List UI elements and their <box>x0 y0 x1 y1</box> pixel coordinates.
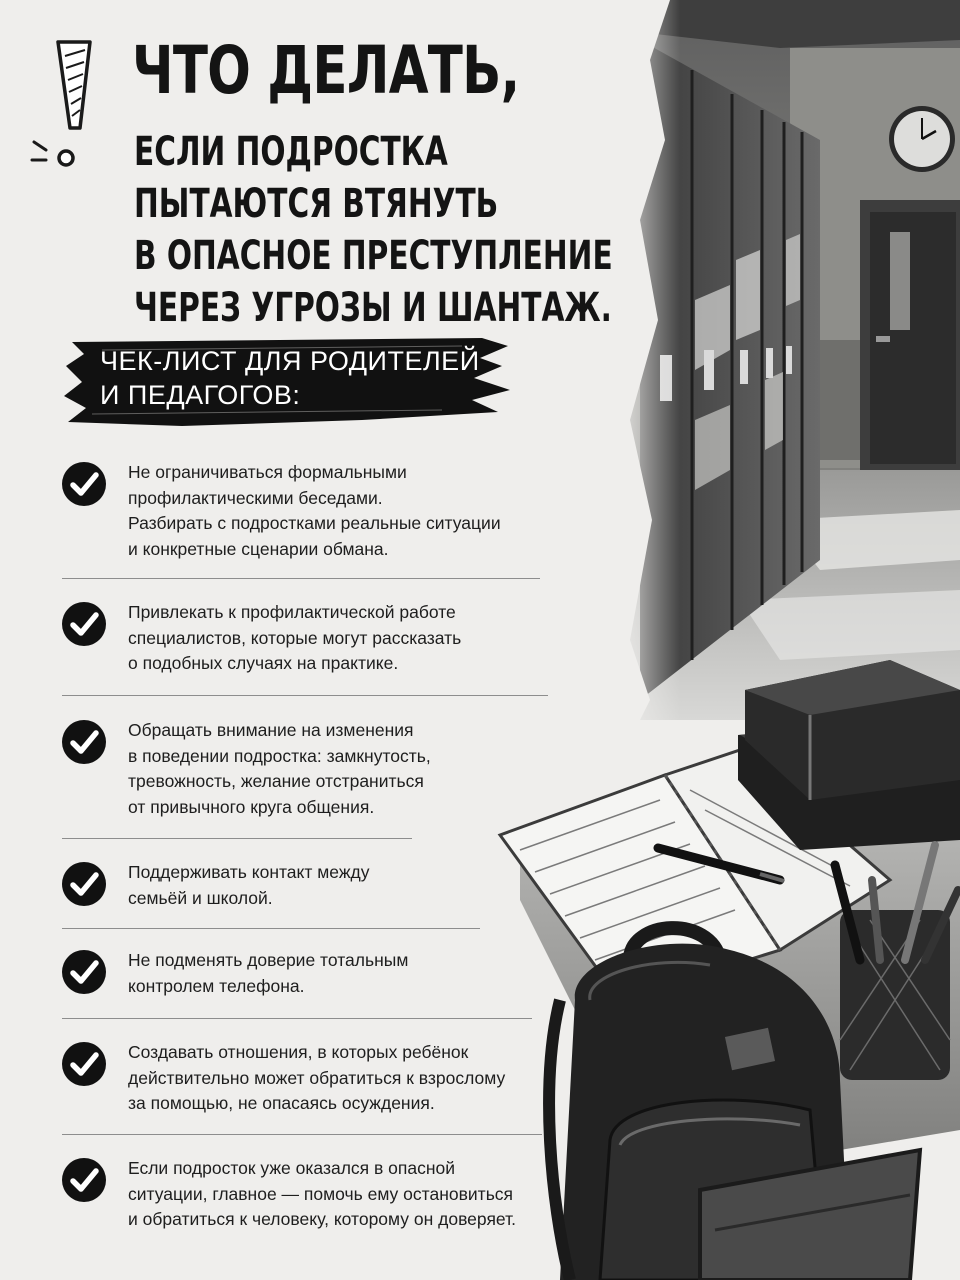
item-line: о подобных случаях на практике. <box>128 653 399 673</box>
banner-line: ЧЕК-ЛИСТ ДЛЯ РОДИТЕЛЕЙ <box>100 346 480 376</box>
checklist-item-text <box>128 948 408 999</box>
checklist-item-text <box>128 460 501 562</box>
item-line: Не ограничиваться формальными <box>128 462 407 482</box>
item-line: от привычного круга общения. <box>128 796 375 817</box>
divider <box>62 838 412 839</box>
divider <box>62 695 548 696</box>
checklist-item-text <box>128 1040 505 1117</box>
divider <box>62 578 540 579</box>
checkmark-icon <box>60 1040 108 1088</box>
item-line: тревожность, желание отстраниться <box>128 771 424 791</box>
item-line: в поведении подростка: замкнутость, <box>128 745 431 766</box>
exclamation-icon <box>28 38 100 178</box>
item-line: и обратиться к человеку, которому он доверяет. <box>128 1209 517 1229</box>
item-line: ситуации, главное — помочь ему остановиться <box>128 1183 514 1204</box>
item-line: специалистов, которые могут рассказать <box>128 627 462 648</box>
checkmark-icon <box>60 948 108 996</box>
wall-clock-icon <box>889 106 955 172</box>
banner-line: И ПЕДАГОГОВ: <box>100 380 301 410</box>
item-line: семьёй и школой. <box>128 887 273 908</box>
subtitle-line: ПЫТАЮТСЯ ВТЯНУТЬ <box>134 181 499 227</box>
item-line: Привлекать к профилактической работе <box>128 602 456 622</box>
item-line: контролем телефона. <box>128 975 305 996</box>
item-line: за помощью, не опасаясь осуждения. <box>128 1093 435 1113</box>
checkmark-icon <box>60 860 108 908</box>
checklist-item-text <box>128 600 461 677</box>
item-line: Поддерживать контакт между <box>128 862 370 882</box>
subtitle-line: ЧЕРЕЗ УГРОЗЫ И ШАНТАЖ. <box>134 285 612 331</box>
item-line: и конкретные сценарии обмана. <box>128 538 389 559</box>
checklist-item-text <box>128 1156 516 1233</box>
item-line: Разбирать с подростками реальные ситуации <box>128 513 501 533</box>
checkmark-icon <box>60 600 108 648</box>
checkmark-icon <box>60 1156 108 1204</box>
page-subtitle <box>134 126 613 334</box>
page-title: ЧТО ДЕЛАТЬ, <box>132 32 520 109</box>
divider <box>62 1134 542 1135</box>
banner-title <box>100 344 480 412</box>
item-line: профилактическими беседами. <box>128 487 383 508</box>
subtitle-line: В ОПАСНОЕ ПРЕСТУПЛЕНИЕ <box>134 233 613 279</box>
divider <box>62 1018 532 1019</box>
checklist-item-text <box>128 860 370 911</box>
item-line: действительно может обратиться к взрослому <box>128 1067 506 1088</box>
item-line: Не подменять доверие тотальным <box>128 950 409 970</box>
item-line: Создавать отношения, в которых ребёнок <box>128 1042 469 1062</box>
item-line: Обращать внимание на изменения <box>128 720 414 740</box>
subtitle-line: ЕСЛИ ПОДРОСТКА <box>134 129 448 175</box>
checklist-item-text <box>128 718 431 820</box>
checkmark-icon <box>60 460 108 508</box>
divider <box>62 928 480 929</box>
checkmark-icon <box>60 718 108 766</box>
item-line: Если подросток уже оказался в опасной <box>128 1158 456 1178</box>
